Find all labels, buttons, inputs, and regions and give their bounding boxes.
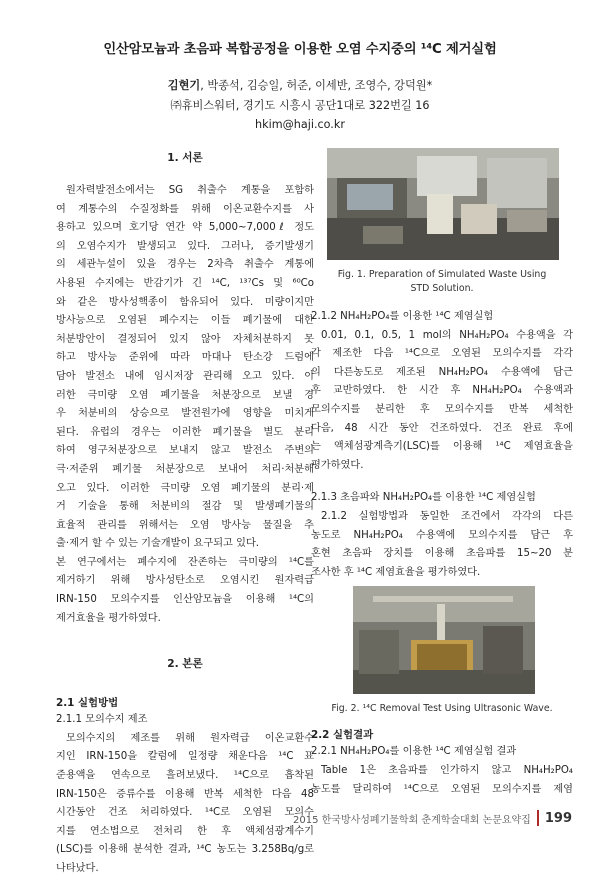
text-line: 하여 영구처분장으로 보내지 않고 발전소 주변의	[56, 445, 314, 457]
text-line: 담아 발전소 내에 임시저장 관리해 오고 있다. 이	[56, 370, 314, 382]
text-line: 본 연구에서는 폐수지에 잔존하는 극미량의 ¹⁴C를	[56, 556, 314, 568]
text-line: 처분방안이 결정되어 있지 않아 자체처분하지 못	[56, 333, 314, 345]
affiliation: ㈜휴비스워터, 경기도 시흥시 공단1대로 322번길 16	[170, 98, 430, 112]
text-line: 제거효율을 평가하였다.	[56, 612, 161, 624]
author-list	[0, 76, 600, 96]
ultrasonic-apparatus-photo	[353, 586, 535, 694]
lead-author: 김현기	[167, 79, 201, 92]
text-line: 오고 있다. 이러한 극미량 오염 폐기물의 분리·제	[56, 482, 314, 494]
text-line: 사용된 수지에는 반감기가 긴 ¹⁴C, ¹³⁷Cs 및 ⁶⁰Co	[56, 277, 314, 289]
left-column	[56, 150, 314, 879]
text-line: 의 오염수지가 발생되고 있다. 그러나, 증기발생기	[56, 240, 314, 252]
text-line: 러한 극미량 오염 폐기물을 처분장으로 보낼 경	[56, 389, 314, 401]
text-line: 시간동안 건조 처리하였다. ¹⁴C로 오염된 모의수	[56, 807, 314, 819]
lab-bench-photo	[327, 148, 559, 260]
author-block	[0, 76, 600, 135]
section-2-1-1-body	[56, 730, 314, 879]
section-2-2-1-heading: 2.2.1 NH₄H₂PO₄를 이용한 ¹⁴C 제염실험 결과	[311, 746, 517, 758]
text-line: 된다. 유럽의 경우는 이러한 폐기물을 별도 분리	[56, 426, 314, 438]
text-line: 의 세관누설이 있을 경우는 2차측 취출수 계통에	[56, 259, 314, 271]
text-line: 평가하였다.	[311, 459, 364, 471]
paper-title: 인산암모늄과 초음파 복합공정을 이용한 오염 수지중의 ¹⁴C 제거실험	[103, 42, 497, 57]
text-line: 지인 IRN-150을 칼럼에 일정량 채운다음 ¹⁴C 표	[56, 751, 314, 763]
text-line: 준용액을 연속으로 흘려보냈다. ¹⁴C으로 흡착된	[56, 770, 314, 782]
page-number: 199	[544, 810, 572, 826]
section-2-1-3-body	[311, 508, 573, 582]
text-line: 제거하기 위해 방사성탄소로 오염시킨 원자력급	[56, 575, 314, 587]
text-line: 조사한 후 ¹⁴C 제염효율을 평가하였다.	[311, 566, 481, 578]
text-line: 우 처분비의 상승으로 발전원가에 영향을 미치게	[56, 408, 314, 420]
intro-heading: 1. 서론	[167, 152, 203, 164]
text-line: 거 기술을 통해 처분비의 절감 및 발생폐기물의	[56, 501, 314, 513]
text-line: 모의수지의 제조를 위해 원자력급 이온교환수	[66, 732, 314, 744]
section-2-1-2-body	[311, 327, 573, 476]
footer-conference-text: 2015 한국방사성폐기물학회 춘계학술대회 논문요약집	[293, 814, 531, 826]
text-line: 여 계통수의 수질정화를 위해 이온교환수지를 사	[56, 203, 314, 215]
text-line: IRN-150 모의수지를 인산암모늄을 이용해 ¹⁴C의	[56, 594, 314, 606]
text-line: 지를 연소법으로 전처리 한 후 액체섬광계수기	[56, 825, 314, 837]
page-footer	[293, 810, 572, 826]
intro-paragraph-2	[56, 554, 314, 628]
right-column	[311, 148, 573, 799]
email: hkim@haji.co.kr	[255, 118, 345, 131]
intro-paragraph	[56, 182, 314, 554]
text-line: (LSC)를 이용해 분석한 결과, ¹⁴C 농도는 3.258Bq/g로	[56, 844, 314, 856]
text-line: Table 1은 초음파를 인가하지 않고 NH₄H₂PO₄	[321, 764, 573, 776]
text-line: 다음, 48 시간 동안 건조하였다. 건조 완료 후에	[311, 422, 573, 434]
text-line: 나타났다.	[56, 863, 99, 874]
text-line: 후 교반하였다. 한 시간 후 NH₄H₂PO₄ 수용액과	[311, 385, 573, 397]
text-line: 각 제조한 다음 ¹⁴C으로 오염된 모의수지를 각각	[311, 348, 573, 360]
text-line: 는 액체섬광계측기(LSC)를 이용해 ¹⁴C 제염효율을	[311, 441, 573, 453]
figure-1-photo	[327, 148, 559, 260]
text-line: 2.1.2 실험방법과 동일한 조건에서 각각의 다른	[321, 510, 573, 522]
text-line: 농도를 달리하여 ¹⁴C으로 오염된 모의수지를 제염	[311, 783, 573, 795]
body-heading: 2. 본론	[167, 658, 203, 671]
text-line: 와 같은 방사성핵종이 함유되어 있다. 미량이지만	[56, 296, 314, 308]
section-2-1-1-heading: 2.1.1 모의수지 제조	[56, 714, 148, 726]
text-line: 극·저준위 폐기물 처분장으로 보내어 처리·처분해	[56, 463, 314, 475]
section-2-2-heading: 2.2 실험결과	[311, 729, 374, 742]
text-line: 출·제거 할 수 있는 기술개발이 요구되고 있다.	[56, 538, 260, 550]
text-line: 방사능으로 오염된 폐수지는 이들 폐기물에 대한	[56, 315, 314, 327]
text-line: 하고 방사능 준위에 따라 마대나 탄소강 드럼에	[56, 352, 314, 364]
text-line: 모의수지를 분리한 후 모의수지를 반복 세척한	[311, 403, 573, 415]
footer-divider	[537, 810, 539, 826]
text-line: 의 다른농도로 제조된 NH₄H₂PO₄ 수용액에 담근	[311, 366, 573, 378]
section-2-1-3-heading: 2.1.3 초음파와 NH₄H₂PO₄를 이용한 ¹⁴C 제염실험	[311, 492, 536, 504]
text-line: 농도로 NH₄H₂PO₄ 수용액에 모의수지를 담근 후	[311, 529, 573, 541]
figure-2-photo	[353, 586, 535, 694]
section-2-1-heading: 2.1 실험방법	[56, 697, 119, 710]
text-line: 혼현 초음파 장치를 이용해 초음파를 15~20 분	[311, 548, 573, 560]
section-2-1-2-heading: 2.1.2 NH₄H₂PO₄를 이용한 ¹⁴C 제염실험	[311, 311, 494, 322]
text-line: 0.01, 0.1, 0.5, 1 mol의 NH₄H₂PO₄ 수용액을 각	[321, 329, 573, 341]
text-line: 원자력발전소에서는 SG 취출수 계통을 포함하	[66, 185, 314, 196]
text-line: 효율적 관리를 위해서는 오염 방사능 물질을 추	[56, 519, 314, 531]
figure-1-caption: Fig. 1. Preparation of Simulated Waste Using STD Solution.	[337, 269, 547, 294]
text-line: 용하고 있으며 호기당 연간 약 5,000~7,000ℓ 정도	[56, 222, 314, 234]
figure-2-caption: Fig. 2. ¹⁴C Removal Test Using Ultrasonic Wave.	[331, 703, 553, 715]
section-2-2-1-body	[311, 762, 573, 799]
co-authors: , 박종석, 김승일, 허준, 이세반, 조영수, 강덕원*	[200, 79, 433, 92]
text-line: IRN-150은 증류수를 이용해 반복 세척한 다음 48	[56, 788, 314, 800]
